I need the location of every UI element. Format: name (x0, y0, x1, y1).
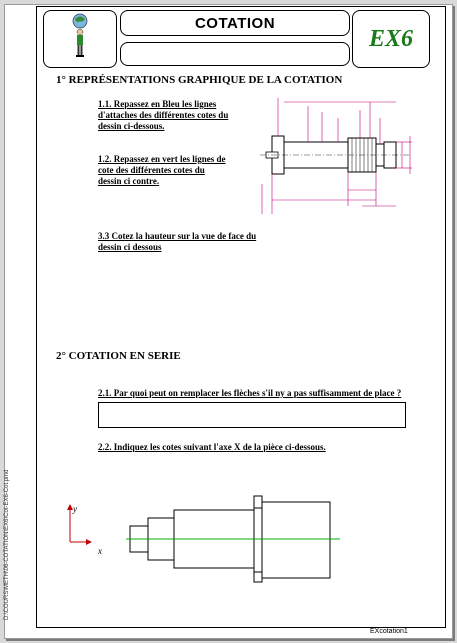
mascot-logo-icon (44, 11, 116, 67)
question-1-2-line: cote des différentes cotes du (98, 165, 205, 175)
x-axis-arrowhead-icon (86, 539, 92, 545)
question-2-2: 2.2. Indiquez les cotes suivant l'axe X de la pièce ci-dessous. (98, 442, 326, 452)
question-3-3-line: 3.3 Cotez la hauteur sur la vue de face du (98, 231, 257, 241)
axis-x-label: x (98, 546, 102, 556)
question-1-2-line: 1.2. Repassez en vert les lignes de (98, 154, 226, 164)
question-1-2-line: dessin ci contre. (98, 176, 160, 186)
question-3-3 (98, 231, 256, 253)
question-1-1-line: d'attaches des différentes cotes du (98, 110, 229, 120)
exercise-box (352, 10, 430, 68)
question-3-3-line: dessin ci dessous (98, 242, 162, 252)
title-box (120, 10, 350, 36)
answer-field[interactable] (98, 402, 406, 428)
question-1-1 (98, 99, 228, 132)
question-1-1-line: dessin ci-dessous. (98, 121, 165, 131)
logo-box (43, 10, 117, 68)
question-1-1-line: 1.1. Repassez en Bleu les lignes (98, 99, 217, 109)
question-1-2 (98, 154, 225, 187)
section1-heading: 1° REPRÉSENTATIONS GRAPHIQUE DE LA COTATION (56, 74, 343, 86)
file-path: D:\COURS\METH\06-COTATION\EX6\Cot-EX6-Cot.pmd (4, 469, 10, 620)
stepped-shaft-drawing (60, 488, 360, 598)
section2-heading: 2° COTATION EN SERIE (56, 350, 181, 362)
footer-label: EXcotation1 (370, 628, 408, 635)
question-2-1: 2.1. Par quoi peut on remplacer les flèches s'il ny a pas suffisamment de place ? (98, 388, 402, 398)
axis-y-label: y (73, 504, 77, 514)
subtitle-box (120, 42, 350, 66)
shaft-dimension-drawing (242, 88, 432, 218)
exercise-number: EX6 (368, 25, 413, 52)
page-title: COTATION (194, 14, 276, 32)
